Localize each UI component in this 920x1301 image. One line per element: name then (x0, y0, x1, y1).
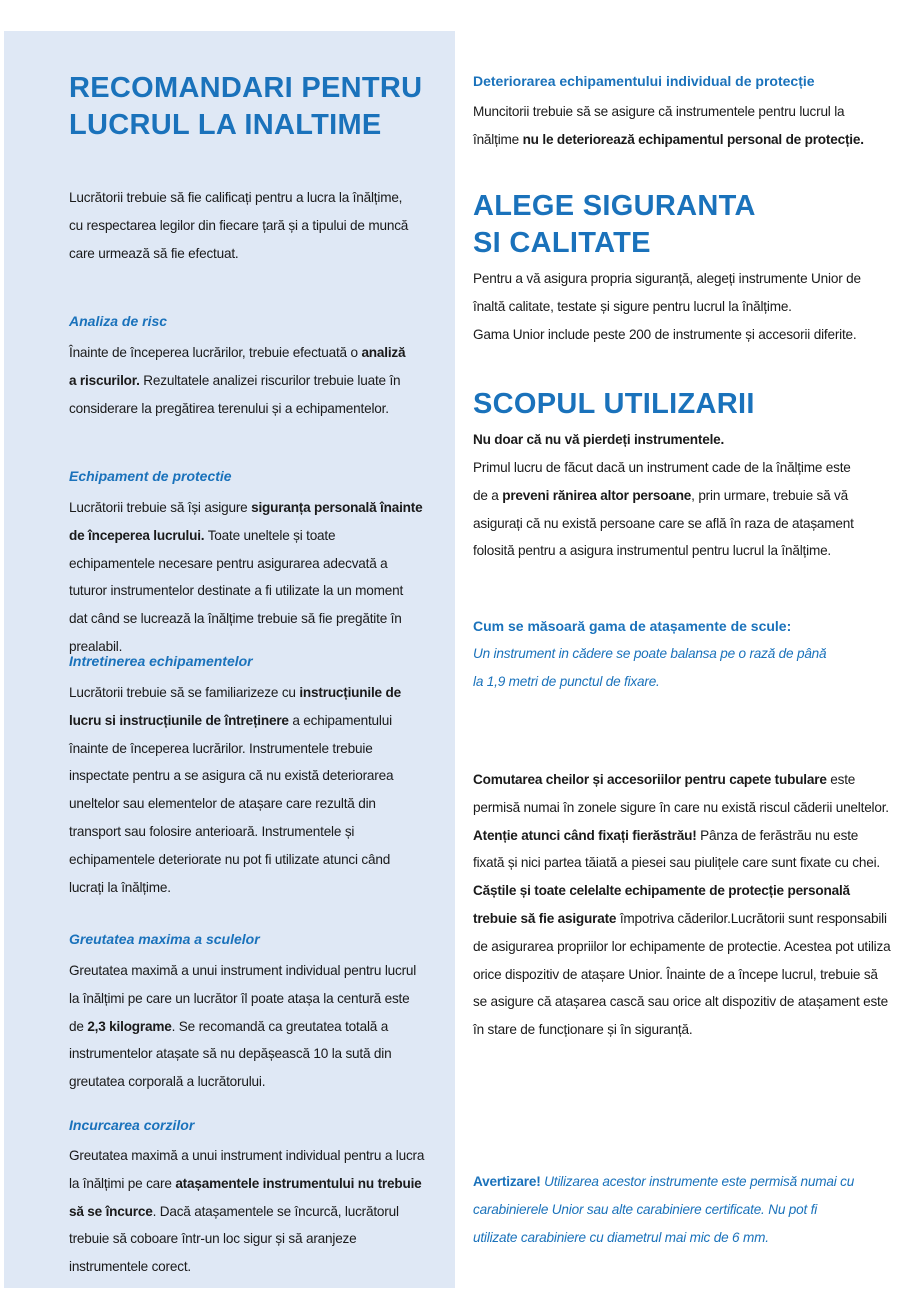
weight-text: Greutatea maximă a unui instrument individual pentru lucrul la înălțimi pe care un lucrător îl poate atașa la centură este de 2,3 kilograme. Se recomandă ca greutatea totală a instrumentelor atașate să nu depășească 10 la sută din greutatea corporală a lucrătorului. (69, 963, 417, 1090)
tangle-text: Greutatea maximă a unui instrument individual pentru a lucra la înălțimi pe care atașamentele instrumentului nu trebuie să se încurce. Dacă atașamentele se încurcă, lucrătorul trebuie să coboare într-un loc sigur și să aranjeze instrumentele corect. (69, 1148, 425, 1275)
measure-heading: Cum se măsoară gama de atașamente de scule: (473, 618, 792, 634)
measure-text: Un instrument in cădere se poate balansa pe o rază de până la 1,9 metri de punctul de fixare. (473, 646, 827, 689)
quality-title-line2: SI CALITATE (473, 227, 651, 259)
risk-text: Înainte de începerea lucrărilor, trebuie efectuată o analiză a riscurilor. Rezultatele analizei riscurilor trebuie luate în considerare la pregătirea terenului și a echipamentelor. (69, 345, 406, 416)
quality-title (473, 188, 893, 262)
purpose-title: SCOPUL UTILIZARII (473, 388, 755, 420)
protection-heading: Echipament de protectie (69, 468, 232, 484)
deterioration-heading: Deteriorarea echipamentului individual de protecție (473, 73, 815, 89)
intro-text: Lucrătorii trebuie să fie calificați pentru a lucra la înălțime, cu respectarea legilor din fiecare țară și a tipului de muncă care urmează să fie efectuat. (69, 190, 409, 261)
tangle-heading: Incurcarea corzilor (69, 1117, 195, 1133)
protection-text: Lucrătorii trebuie să își asigure siguranța personală înainte de începerea lucrului. Toate uneltele și toate echipamentele necesare pentru asigurarea adecvată a tuturor instrumentelor destinate a fi utilizate la un moment dat când se lucrează la înălțime trebuie să fie pregătite în prealabil. (69, 500, 423, 654)
warning-label: Avertizare! (473, 1174, 541, 1189)
quality-title-line1: ALEGE SIGURANTA (473, 190, 756, 222)
main-title-line2: LUCRUL LA INALTIME (69, 109, 382, 141)
quality-range-text: Gama Unior include peste 200 de instrumente și accesorii diferite. (473, 327, 857, 342)
deterioration-text: Muncitorii trebuie să se asigure că instrumentele pentru lucrul la înălțime nu le deteriorează echipamentul personal de protecție. (473, 104, 864, 147)
weight-heading: Greutatea maxima a sculelor (69, 931, 260, 947)
quality-text: Pentru a vă asigura propria siguranță, alegeți instrumente Unior de înaltă calitate, testate și sigure pentru lucrul la înălțime. (473, 271, 861, 314)
purpose-text: Primul lucru de făcut dacă un instrument cade de la înălțime este de a preveni rănirea altor persoane, prin urmare, trebuie să vă asigurați că nu există persoane care se află în raza de atașament folosită pentru a asigura instrumentul pentru lucrul la înălțime. (473, 460, 854, 559)
maintenance-text: Lucrătorii trebuie să se familiarizeze cu instrucțiunile de lucru si instrucțiunile de întreținere a echipamentului înainte de începerea lucrărilor. Instrumentele trebuie inspectate pentru a se asigura că nu există deteriorarea uneltelor sau elementelor de atașare care rezultă din transport sau folosire anterioară. Instrumentele și echipamentele deteriorate nu pot fi utilizate atunci când lucrați la înălțime. (69, 685, 401, 895)
maintenance-heading: Intretinerea echipamentelor (69, 653, 253, 669)
warning-text: Avertizare! Utilizarea acestor instrumente este permisă numai cu carabinierele Unior sau alte carabiniere certificate. Nu pot fi utilizate carabiniere cu diametrul mai mic de 6 mm. (473, 1174, 855, 1245)
main-title-line1: RECOMANDARI PENTRU (69, 72, 423, 104)
purpose-lead: Nu doar că nu vă pierdeți instrumentele. (473, 432, 725, 447)
switching-text: Comutarea cheilor și accesoriilor pentru capete tubulare este permisă numai în zonele sigure în care nu există riscul căderii uneltelor. Atenție atunci când fixați fierăstrău! Pânza de ferăstrău nu este fixată și nici partea tăiată a piesei sau piulițele care sunt fixate cu chei. Căștile și toate celelalte echipamente de protecție personală trebuie să fie asigurate împotriva căderilor.Lucrătorii sunt responsabili de asigurarea propriilor lor echipamente de protectie. Acestea pot utiliza orice dispozitiv de atașare Unior. Înainte de a începe lucrul, trebuie să se asigure că atașarea cască sau orice alt dispozitiv de atașament este în stare de funcționare și în siguranță. (473, 772, 891, 1038)
main-title (69, 70, 449, 144)
risk-heading: Analiza de risc (69, 313, 168, 329)
